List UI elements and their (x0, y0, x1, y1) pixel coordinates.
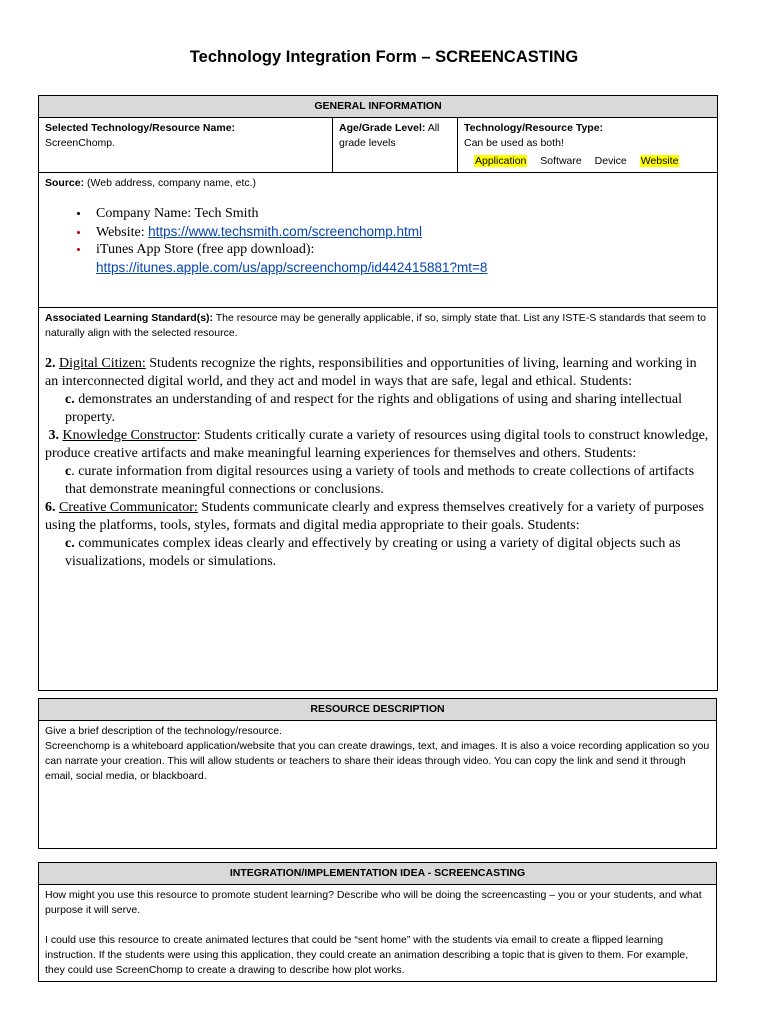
type-device: Device (594, 155, 627, 167)
standards-list (45, 355, 711, 571)
source-item-text: iTunes App Store (free app download): (96, 242, 315, 257)
resource-type-options (464, 154, 711, 169)
standards-hint: The resource may be generally applicable, if so, simply state that. List any ISTE-S standards that seem to naturally align with the selected resource. (45, 312, 706, 339)
type-software: Software (540, 155, 582, 167)
general-information-header: GENERAL INFORMATION (39, 96, 718, 118)
type-application: Application (475, 155, 527, 167)
age-grade-label: Age/Grade Level: (339, 122, 426, 134)
website-link[interactable]: https://www.techsmith.com/screenchomp.html (148, 223, 422, 239)
age-grade-value: All grade levels (339, 122, 440, 149)
resource-description-answer: Screenchomp is a whiteboard application/website that you can create drawings, text, and images. It is also a voice recording application so you can narrate your creation. This will allow students or teachers to share their ideas through video. You can copy the link and send it through email, social media, or blackboard. (45, 740, 710, 782)
source-hint: (Web address, company name, etc.) (84, 177, 257, 189)
standard-name: Knowledge Constructor (62, 428, 197, 443)
standard-item (45, 427, 711, 463)
source-list (45, 205, 711, 277)
resource-description-cell (39, 721, 717, 849)
standard-number: 3. (48, 428, 59, 443)
standard-text: Students recognize the rights, responsibilities and opportunities of living, learning and working in an interconnected digital world, and they act and model in ways that are safe, legal and ethical. Students: (45, 356, 697, 389)
technology-name-cell (39, 118, 333, 173)
standard-number: 2. (45, 356, 56, 371)
source-item-text: Website: (96, 224, 149, 240)
standard-name: Digital Citizen: (59, 356, 146, 371)
standard-sub-letter: c. (65, 392, 75, 407)
standards-instructions (45, 311, 711, 341)
standard-sub-text: demonstrates an understanding of and respect for the rights and obligations of using and sharing intellectual property. (65, 392, 683, 425)
source-label: Source: (45, 177, 85, 189)
source-item-itunes (90, 241, 711, 277)
standards-cell (39, 308, 718, 691)
standard-text: Students communicate clearly and express themselves creatively for a variety of purposes using the platforms, tools, styles, formats and digital media appropriate to their goals. Students: (45, 500, 704, 533)
standard-sub-text: communicates complex ideas clearly and effectively by creating or using a variety of digital objects such as visualizations, models or simulations. (65, 536, 681, 569)
resource-type-note: Can be used as both! (464, 137, 564, 149)
standard-item (45, 499, 711, 535)
resource-type-label: Technology/Resource Type: (464, 122, 604, 134)
source-item-text: Company Name: Tech Smith (96, 206, 259, 221)
integration-answer: I could use this resource to create animated lectures that could be “sent home” with the students via email to create a flipped learning instruction. If the students were using this application, they could create an animation describing a topic that is given to them. For example, they could use ScreenChomp to create a drawing to describe how plot works. (45, 934, 689, 976)
standard-sub-letter: c. (65, 536, 75, 551)
standard-subitem (45, 463, 711, 499)
standard-number: 6. (45, 500, 56, 515)
standard-sub-text: . curate information from digital resources using a variety of tools and methods to create collections of artifacts that demonstrate meaningful connections or conclusions. (65, 464, 695, 497)
resource-description-table (38, 698, 717, 849)
page-title: Technology Integration Form – SCREENCASTING (189, 48, 579, 66)
type-website: Website (640, 155, 679, 167)
resource-type-cell (458, 118, 718, 173)
integration-cell (39, 885, 717, 982)
standard-item (45, 355, 711, 391)
standard-sub-letter: c (65, 464, 72, 479)
integration-table (38, 862, 717, 982)
standards-label: Associated Learning Standard(s): (45, 312, 214, 324)
integration-prompt: How might you use this resource to promote student learning? Describe who will be doing the screencasting – you or your students, and what purpose it will serve. (45, 889, 702, 916)
age-grade-cell (333, 118, 458, 173)
resource-description-header: RESOURCE DESCRIPTION (39, 699, 717, 721)
source-item-website (90, 223, 711, 242)
standard-subitem (45, 391, 711, 427)
source-cell (39, 173, 718, 308)
standard-name: Creative Communicator: (59, 500, 198, 515)
standard-text: : Students critically curate a variety of resources using digital tools to construct knowledge, produce creative artifacts and make meaningful learning experiences for themselves and others. Students: (45, 428, 709, 461)
standard-subitem (45, 535, 711, 571)
resource-description-prompt: Give a brief description of the technology/resource. (45, 725, 282, 737)
technology-name-value: ScreenChomp. (45, 137, 116, 149)
technology-name-label: Selected Technology/Resource Name: (45, 122, 236, 134)
source-item-company (90, 205, 711, 223)
itunes-link[interactable]: https://itunes.apple.com/us/app/screenchomp/id442415881?mt=8 (96, 259, 488, 275)
general-information-table (38, 95, 718, 691)
integration-header: INTEGRATION/IMPLEMENTATION IDEA - SCREENCASTING (39, 863, 717, 885)
